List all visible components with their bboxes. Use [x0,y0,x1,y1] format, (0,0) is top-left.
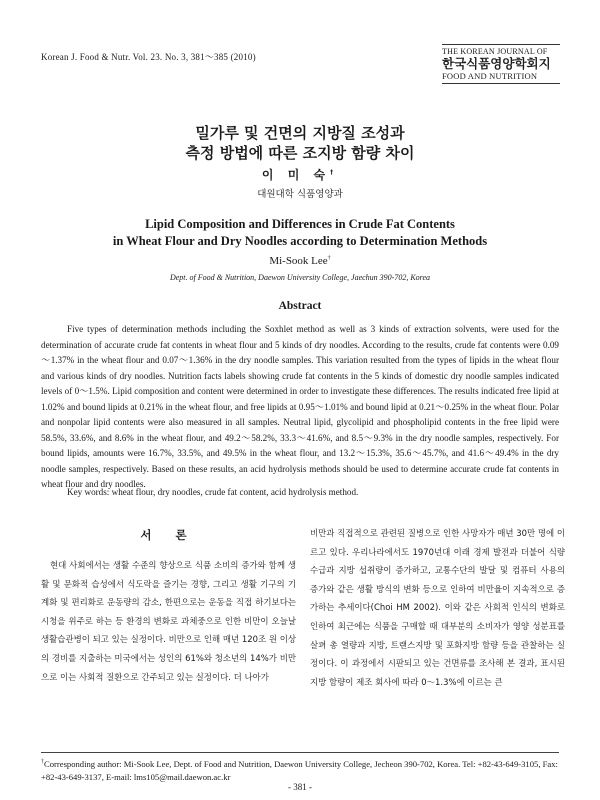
keywords: Key words: wheat flour, dry noodles, crude fat content, acid hydrolysis method. [67,487,359,497]
english-author-name: Mi-Sook Lee [269,255,328,267]
footnote-divider [41,752,559,753]
footnote-mark: † [41,759,44,765]
english-author [0,255,600,267]
korean-author [0,166,600,183]
english-title-line2: in Wheat Flour and Dry Noodles according to Determination Methods [112,234,488,248]
english-author-mark: † [327,255,331,262]
introduction-heading: 서 론 [140,528,197,542]
abstract-heading: Abstract [278,300,322,312]
introduction-text-right: 비만과 직접적으로 관련된 질병으로 인한 사망자가 매년 30만 명에 이르고 있다. 우리나라에서도 1970년대 이래 경제 발전과 더불어 식량 수급과 지방 섭취량이 증가하고, 교통수단의 발달 및 컴퓨터 사용의 증가와 같은 생활 방식의 변화 등으로 인하여 비만율이 지속적으로 증가하는 추세이다(Choi HM 2002). 이와 같은 사회적 인식의 변화로 인하여 최근에는 식품을 구매할 때 대부분의 소비자가 영양 성분표를 살펴 총 열량과 지방, 트랜스지방 및 포화지방 함량 등을 관찰하는 실정이다. 이 과정에서 시판되고 있는 건면류를 조사해 본 결과, 표시된 지방 함량이 제조 회사에 따라 0～1.3%에 이르는 큰 [310,528,565,687]
korean-author-mark: † [330,169,339,176]
abstract-body: Five types of determination methods including the Soxhlet method as well as 3 kinds of extraction solvents, were used for the determination of accurate crude fat contents in wheat flour and 5 kinds of dry noodles. According to the results, crude fat contents were 0.09～1.37% in the wheat flour and 0.07～1.36% in the dry noodle samples. This variation resulted from the types of lipids in the wheat flour and various kinds of dry noodles. Nutrition facts labels showing crude fat contents in the 5 kinds of domestic dry noodle samples indicated levels of 0～1.5%. Lipid composition and content were determined in order to investigate these differences. The results indicated free lipid at 1.02% and bound lipids at 0.21% in the wheat flour, and free lipids at 0.95～1.01% and bound lipid at 0.21～0.25% in the wheat flour. Polar and nonpolar lipid contents were also measured in all samples. Neutral lipid, glycolipid and phospholipid contents in the free lipid were 58.5%, 33.6%, and 8.6% in the wheat flour, and 49.2～58.2%, 33.3～41.6%, and 8.5～9.3% in the dry noodle samples, respectively. For bound lipids, amounts were 16.7%, 33.5%, and 49.5% in the wheat flour, and 13.2～15.3%, 35.6～45.7%, and 41.6～49.4% in the dry noodle samples, respectively. Based on these results, an acid hydrolysis methods should be used to determine accurate crude fat contents in wheat flour and dry noodles. [41,324,559,490]
page-number: - 381 - [288,782,312,792]
korean-title-line2: 측정 방법에 따른 조지방 함량 차이 [185,144,415,162]
introduction-right-column [310,524,565,691]
korean-affiliation: 대원대학 식품영양과 [257,189,343,200]
english-affiliation: Dept. of Food & Nutrition, Daewon University College, Jaechun 390-702, Korea [169,273,431,282]
corresponding-author-footnote [41,756,561,784]
journal-citation: Korean J. Food & Nutr. Vol. 23. No. 3, 381～385 (2010) [41,52,256,62]
footnote-text: Corresponding author: Mi-Sook Lee, Dept. of Food and Nutrition, Daewon University College, Jecheon 390-702, Korea. Tel: +82-43-649-3105, Fax: +82-43-649-3137, E-mail: lms105@mail.daewon.ac.kr [41,758,558,782]
introduction-left-column [41,526,296,686]
journal-name-ko: 한국식품영양학회지 [442,56,551,71]
introduction-text-left: 현대 사회에서는 생활 수준의 향상으로 식품 소비의 증가와 함께 생활 및 문화적 습성에서 식도락을 즐기는 경향, 그리고 생활 기구의 기계화 및 편리화로 운동량의 감소, 한편으로는 운동을 직접 하기보다는 시청을 위주로 하는 등 환경의 변화로 과체중으로 인한 비만이 오늘날 생활습관병이 되고 있는 실정이다. 비만으로 인해 매년 120조 원 이상의 경비를 지출하는 미국에서는 성인의 61%와 청소년의 14%가 비만으로 이는 사회적 질환으로 간주되고 있는 실정이다. 더 나아가 [41,560,296,682]
journal-name-en-bottom: FOOD AND NUTRITION [442,71,560,84]
journal-logo [442,44,560,84]
korean-author-name: 이 미 숙 [261,168,331,182]
korean-title-line1: 밀가루 및 건면의 지방질 조성과 [195,124,405,142]
english-title-line1: Lipid Composition and Differences in Crude Fat Contents [145,217,455,231]
journal-name-en-top: THE KOREAN JOURNAL OF [442,44,560,56]
